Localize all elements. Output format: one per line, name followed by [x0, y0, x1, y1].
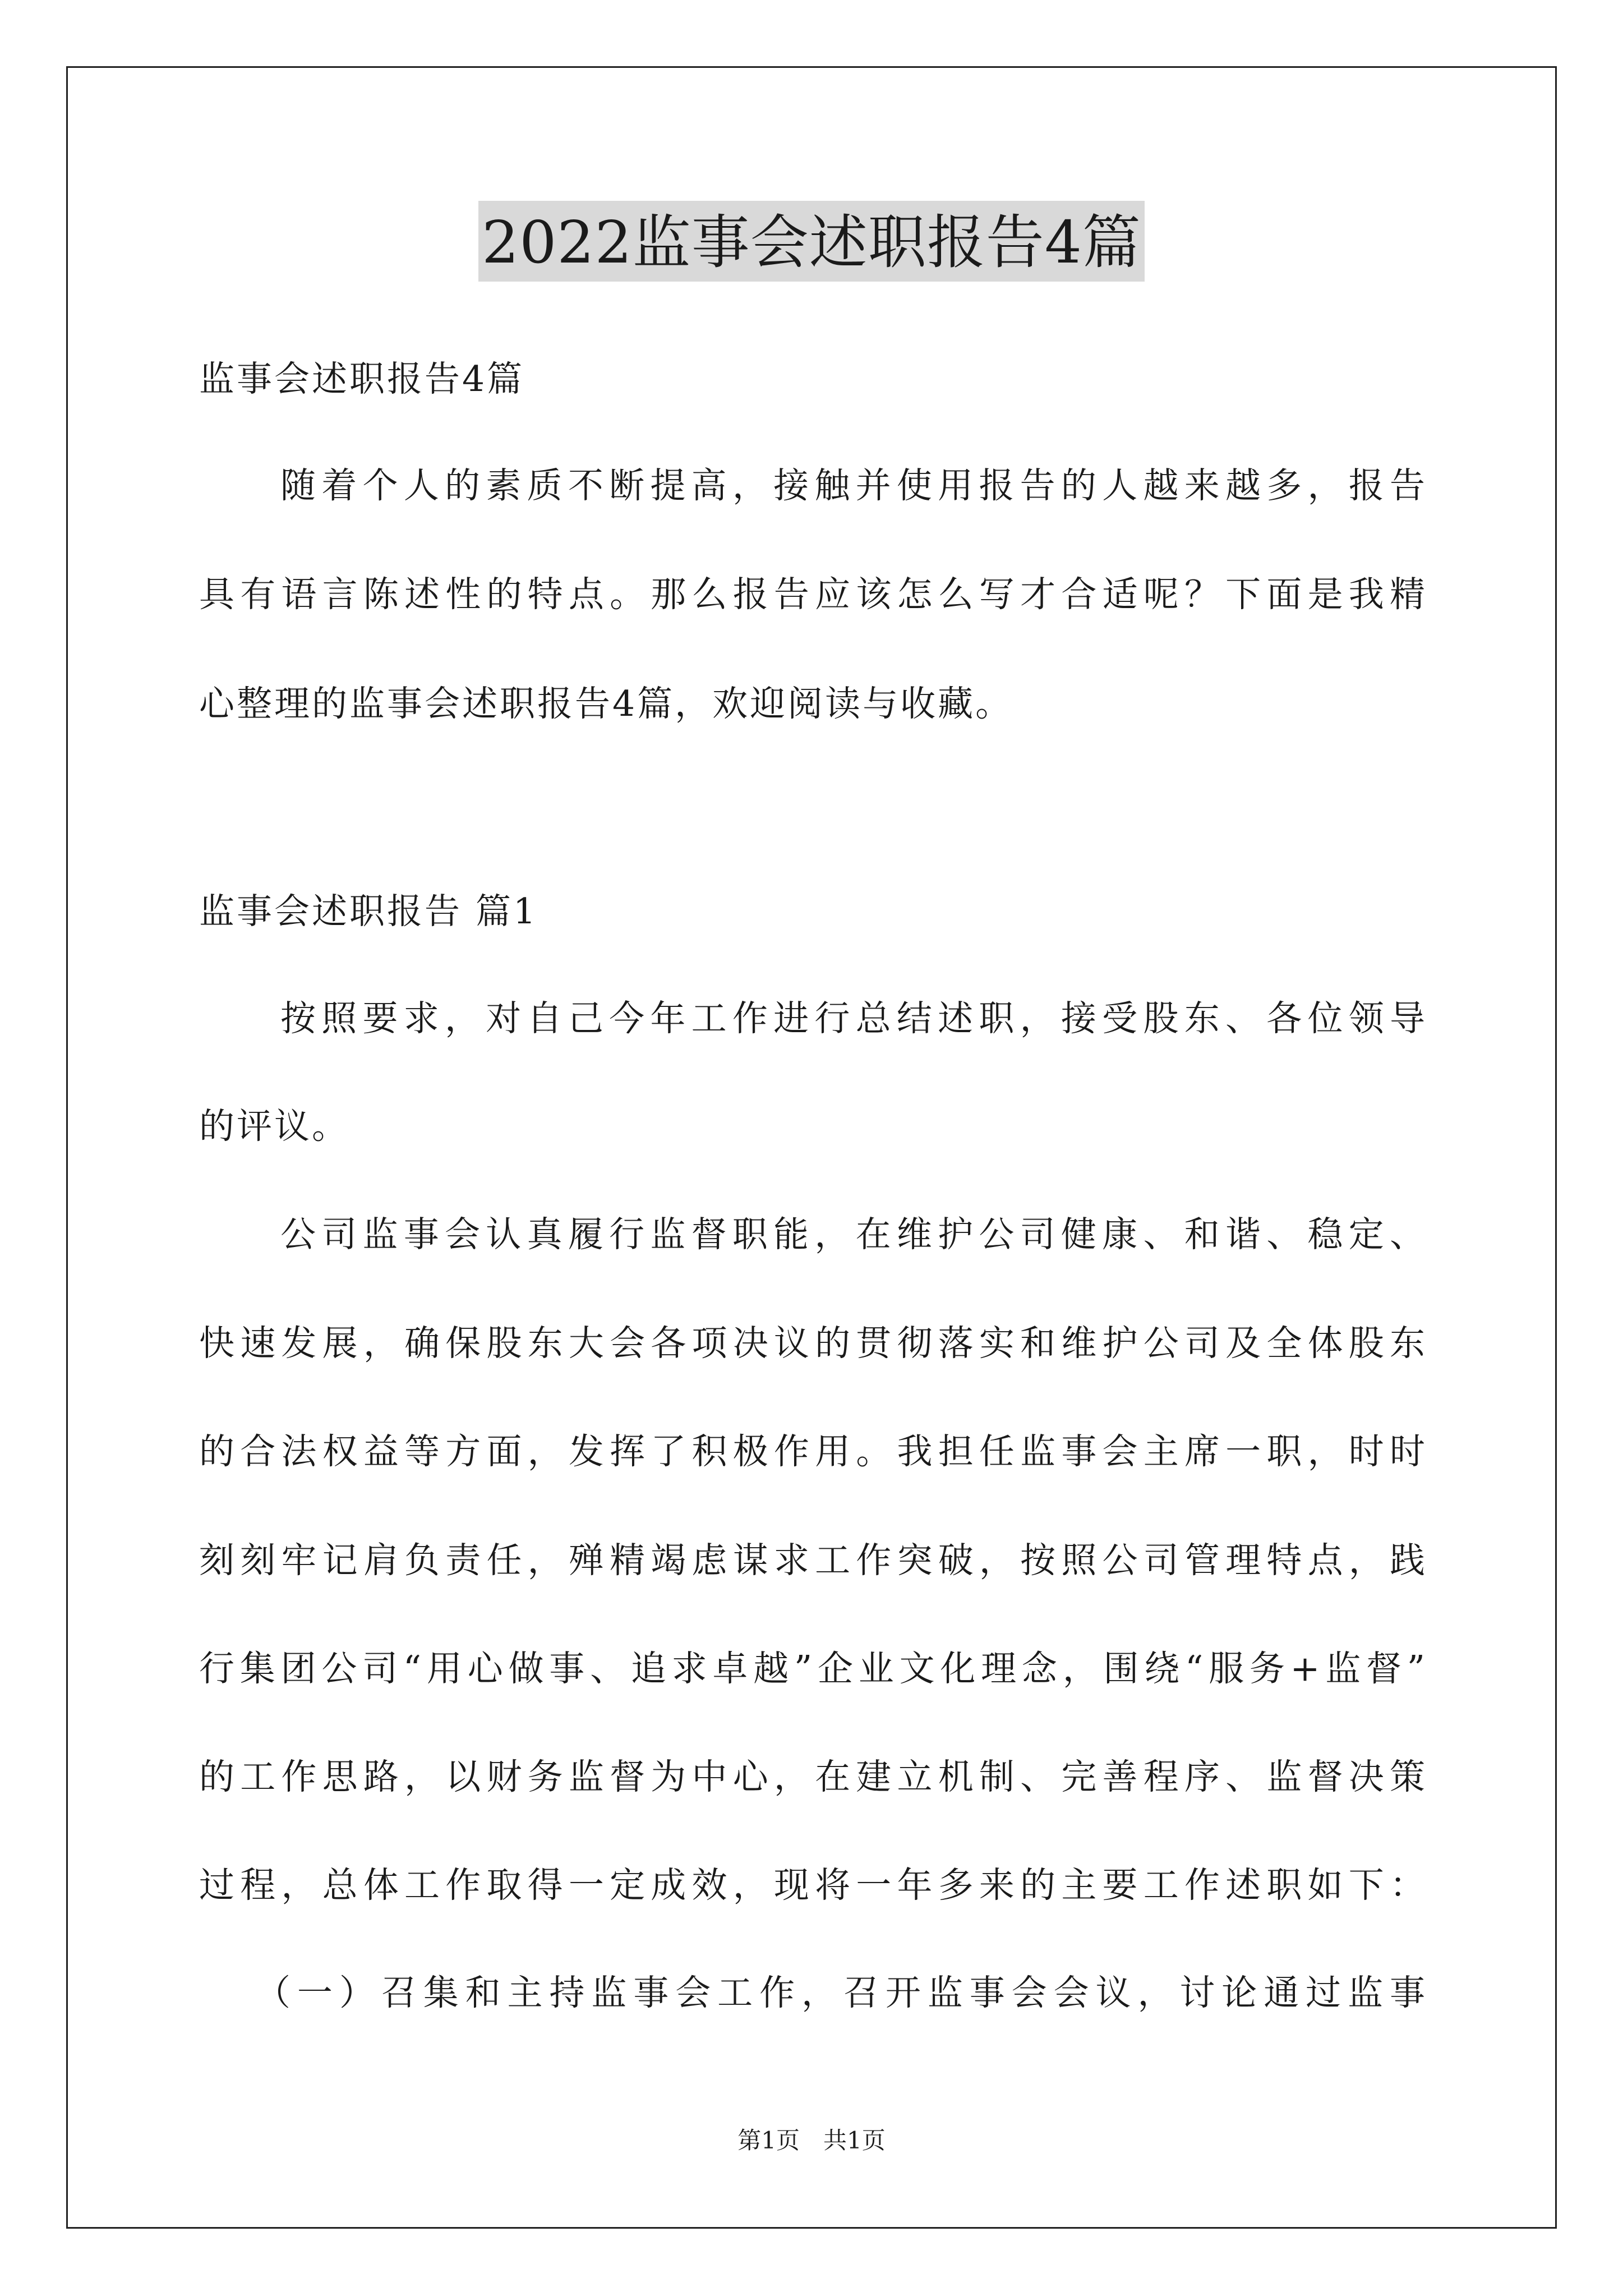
document-subtitle: 监事会述职报告4篇 — [199, 358, 525, 399]
para1-line-1: 按照要求，对自己今年工作进行总结述职，接受股东、各位领导 — [280, 998, 1427, 1039]
para2-line-4: 刻刻牢记肩负责任，殚精竭虑谋求工作突破，按照公司管理特点，践 — [199, 1540, 1427, 1581]
intro-line-1: 随着个人的素质不断提高，接触并使用报告的人越来越多，报告 — [280, 465, 1427, 506]
para3-line-1: （一）召集和主持监事会工作，召开监事会会议，讨论通过监事 — [255, 1972, 1427, 2013]
section-heading: 监事会述职报告 篇1 — [199, 891, 538, 932]
para2-line-1: 公司监事会认真履行监督职能，在维护公司健康、和谐、稳定、 — [280, 1214, 1427, 1255]
para2-line-7: 过程，总体工作取得一定成效，现将一年多来的主要工作述职如下： — [199, 1865, 1427, 1906]
document-title: 2022监事会述职报告4篇 — [478, 201, 1145, 282]
intro-line-2: 具有语言陈述性的特点。那么报告应该怎么写才合适呢？下面是我精 — [199, 574, 1427, 615]
para2-line-5: 行集团公司“用心做事、追求卓越”企业文化理念，围绕“服务+监督” — [199, 1648, 1427, 1689]
title-block — [0, 201, 1623, 282]
para2-line-2: 快速发展，确保股东大会各项决议的贯彻落实和维护公司及全体股东 — [199, 1323, 1427, 1364]
page-number: 第1页 共1页 — [737, 2127, 886, 2154]
para2-line-6: 的工作思路，以财务监督为中心，在建立机制、完善程序、监督决策 — [199, 1756, 1427, 1797]
para1-line-2: 的评议。 — [199, 1106, 349, 1147]
intro-line-3: 心整理的监事会述职报告4篇，欢迎阅读与收藏。 — [199, 683, 1013, 724]
para2-line-3: 的合法权益等方面，发挥了积极作用。我担任监事会主席一职，时时 — [199, 1431, 1427, 1472]
